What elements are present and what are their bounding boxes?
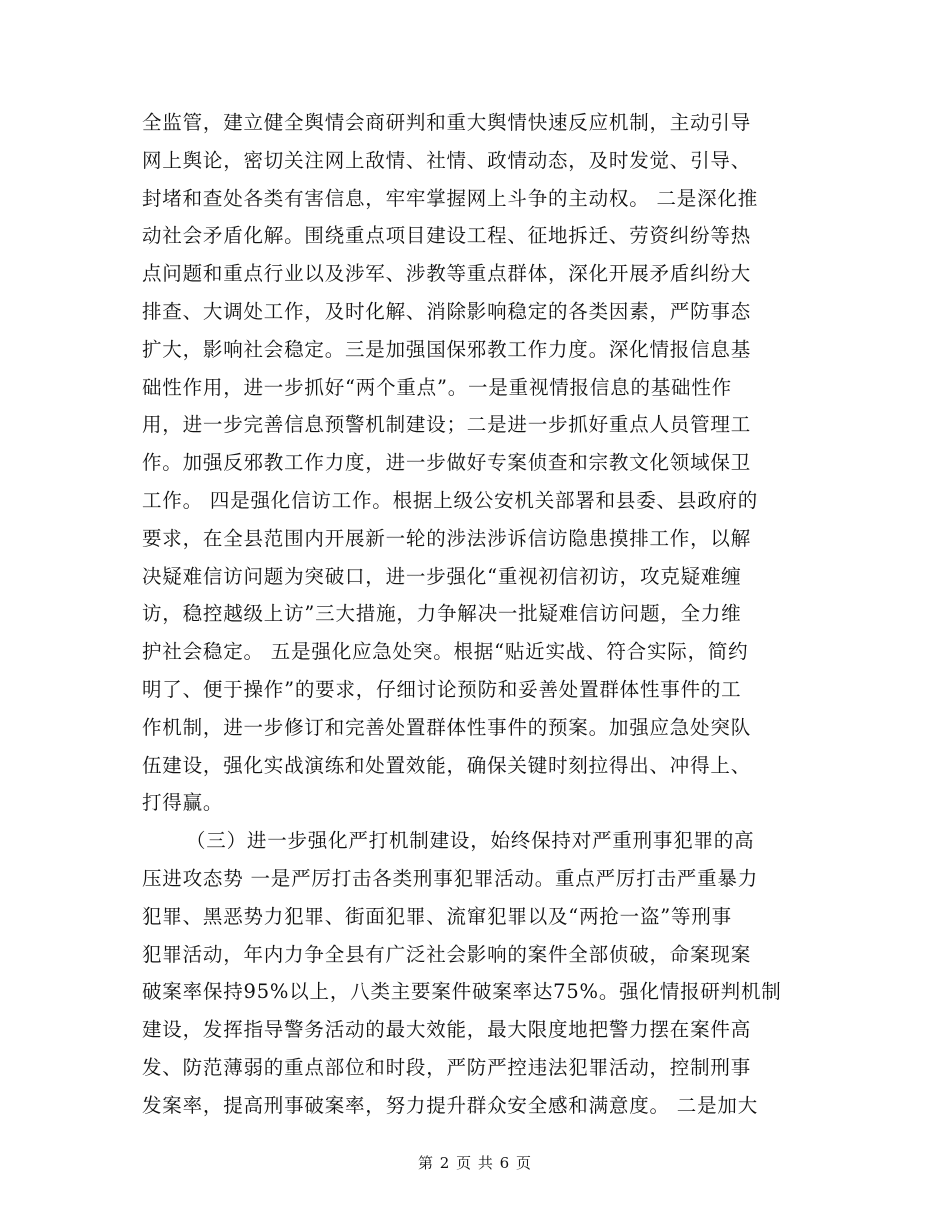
section-heading-line: （三）进一步强化严打机制建设，始终保持对严重刑事犯罪的高 (186, 829, 755, 853)
text-line: 伍建设，强化实战演练和处置效能，确保关键时刻拉得出、冲得上、 (142, 753, 752, 777)
text-line: 破案率保持95%以上，八类主要案件破案率达75%。强化情报研判机制 (142, 980, 782, 1004)
text-line: 明了、便于操作”的要求，仔细讨论预防和妥善处置群体性事件的工 (142, 677, 742, 701)
text-line: 动社会矛盾化解。围绕重点项目建设工程、征地拆迁、劳资纠纷等热 (142, 224, 752, 248)
text-line: 要求，在全县范围内开展新一轮的涉法涉诉信访隐患摸排工作，以解 (142, 526, 752, 550)
text-line: 发案率，提高刑事破案率，努力提升群众安全感和满意度。 二是加大 (142, 1093, 758, 1117)
text-line: 发、防范薄弱的重点部位和时段，严防严控违法犯罪活动，控制刑事 (142, 1055, 752, 1079)
text-line: 扩大，影响社会稳定。三是加强国保邪教工作力度。深化情报信息基 (142, 337, 752, 361)
text-line: 全监管，建立健全舆情会商研判和重大舆情快速反应机制，主动引导 (142, 111, 752, 134)
text-line: 作机制，进一步修订和完善处置群体性事件的预案。加强应急处突队 (142, 715, 752, 739)
text-line: 排查、大调处工作，及时化解、消除影响稳定的各类因素，严防事态 (142, 299, 752, 323)
text-line: 础性作用，进一步抓好“两个重点”。一是重视情报信息的基础性作 (142, 375, 732, 399)
document-body (142, 104, 806, 1125)
text-line: 访，稳控越级上访”三大措施，力争解决一批疑难信访问题，全力维 (142, 602, 742, 626)
text-line: 用，进一步完善信息预警机制建设；二是进一步抓好重点人员管理工 (142, 413, 752, 437)
text-line: 犯罪、黑恶势力犯罪、街面犯罪、流窜犯罪以及“两抢一盗”等刑事 (142, 904, 732, 928)
text-line: 决疑难信访问题为突破口，进一步强化“重视初信初访，攻克疑难缠 (142, 564, 742, 588)
text-line: 工作。 四是强化信访工作。根据上级公安机关部署和县委、县政府的 (142, 488, 758, 512)
text-line: 护社会稳定。 五是强化应急处突。根据“贴近实战、符合实际，简约 (142, 640, 749, 664)
text-line: 网上舆论，密切关注网上敌情、社情、政情动态，及时发觉、引导、 (142, 148, 752, 172)
text-line: 压进攻态势 一是严厉打击各类刑事犯罪活动。重点严厉打击严重暴力 (142, 866, 758, 890)
text-line: 点问题和重点行业以及涉军、涉教等重点群体，深化开展矛盾纠纷大 (142, 262, 752, 286)
text-line: 犯罪活动，年内力争全县有广泛社会影响的案件全部侦破，命案现案 (142, 942, 752, 966)
text-line: 作。加强反邪教工作力度，进一步做好专案侦查和宗教文化领域保卫 (142, 451, 752, 475)
text-line: 打得赢。 (142, 791, 224, 815)
page-footer: 第 2 页 共 6 页 (418, 1154, 532, 1172)
text-line: 封堵和查处各类有害信息，牢牢掌握网上斗争的主动权。 二是深化推 (142, 186, 758, 210)
text-line: 建设，发挥指导警务活动的最大效能，最大限度地把警力摆在案件高 (142, 1018, 752, 1042)
